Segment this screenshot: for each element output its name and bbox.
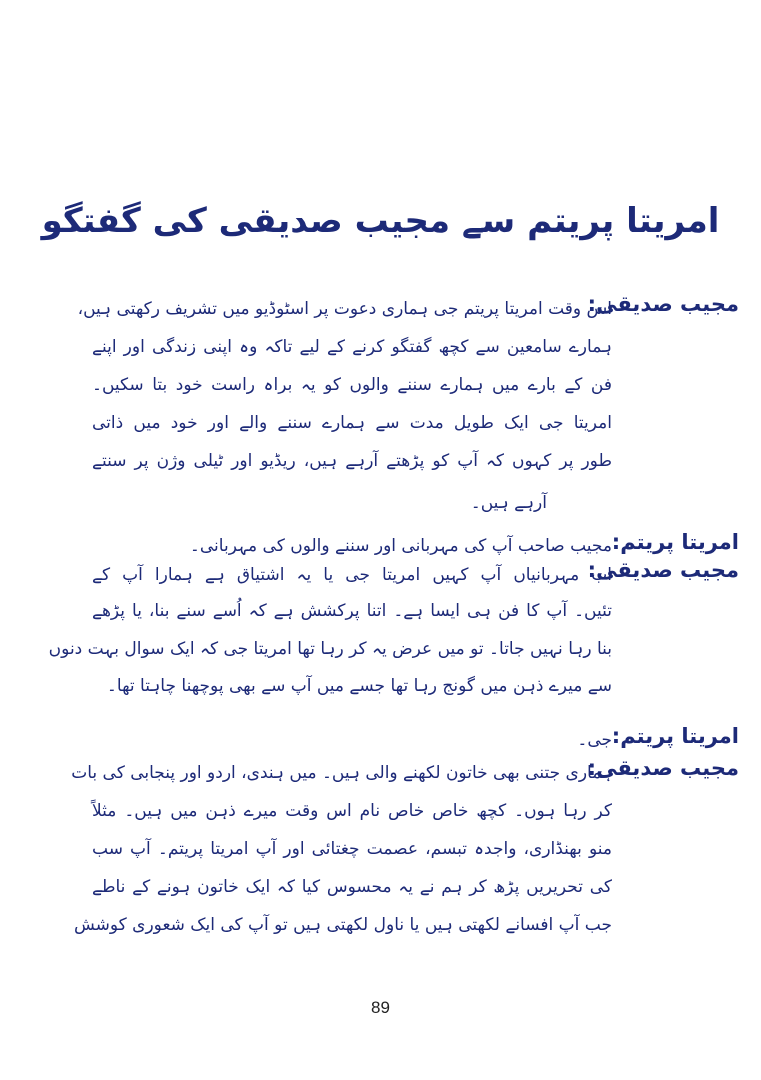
text-line: آرہے ہیں۔ [470, 493, 547, 513]
text-line: فن کے بارے میں ہمارے سننے والوں کو یہ براہ راست خود بتا سکیں۔ [92, 375, 612, 395]
text-line: بنا رہا نہیں جاتا۔ تو میں عرض یہ کر رہا تھا امریتا جی کہ ایک سوال بہت دنوں [48, 639, 612, 659]
page-title: امریتا پریتم سے مجیب صدیقی کی گفتگو [41, 201, 720, 241]
text-line: منو بھنڈاری، واجدہ تبسم، عصمت چغتائی اور آپ امریتا پریتم۔ آپ سب [92, 839, 612, 859]
text-line: اب مہربانیاں آپ کہیں امریتا جی یا یہ اشتیاق ہے ہمارا آپ کے [92, 565, 612, 585]
page-number: 89 [371, 998, 390, 1017]
text-line: مجیب صاحب آپ کی مہربانی اور سننے والوں کی مہربانی۔ [189, 536, 612, 556]
text-line: ہماری جتنی بھی خاتون لکھنے والی ہیں۔ میں ہندی، اردو اور پنجابی کی بات [71, 763, 612, 783]
text-line: کی تحریریں پڑھ کر ہم نے یہ محسوس کیا کہ ایک خاتون ہونے کے ناطے [92, 877, 612, 897]
text-line: تئیں۔ آپ کا فن ہی ایسا ہے۔ اتنا پرکشش ہے کہ اُسے سنے بنا، یا پڑھے [92, 601, 612, 621]
text-line: ہمارے سامعین سے کچھ گفتگو کرنے کے لیے تاکہ وہ اپنی زندگی اور اپنے [92, 337, 612, 357]
text-line: طور پر کہوں کہ آپ کو پڑھتے آرہے ہیں، ریڈیو اور ٹیلی وژن پر سنتے [92, 451, 612, 471]
text-line: جب آپ افسانے لکھتی ہیں یا ناول لکھتی ہیں تو آپ کی ایک شعوری کوشش [73, 915, 612, 935]
text-line: جی۔ [577, 730, 612, 750]
speaker-label: مجیب صدیقی: [587, 292, 739, 316]
speaker-label: مجیب صدیقی: [587, 558, 739, 582]
text-line: کر رہا ہوں۔ کچھ خاص خاص نام اس وقت میرے ذہن میں ہیں۔ مثلاً [92, 801, 612, 821]
speaker-label: امریتا پریتم: [611, 724, 739, 748]
text-line: سے میرے ذہن میں گونج رہا تھا جسے میں آپ سے بھی پوچھنا چاہتا تھا۔ [106, 676, 612, 696]
speaker-label: امریتا پریتم: [611, 530, 739, 554]
text-line: امریتا جی ایک طویل مدت سے ہمارے سننے والے اور خود میں ذاتی [92, 413, 612, 433]
text-line: اس وقت امریتا پریتم جی ہماری دعوت پر اسٹوڈیو میں تشریف رکھتی ہیں، [77, 299, 612, 319]
speaker-label: مجیب صدیقی: [587, 756, 739, 780]
